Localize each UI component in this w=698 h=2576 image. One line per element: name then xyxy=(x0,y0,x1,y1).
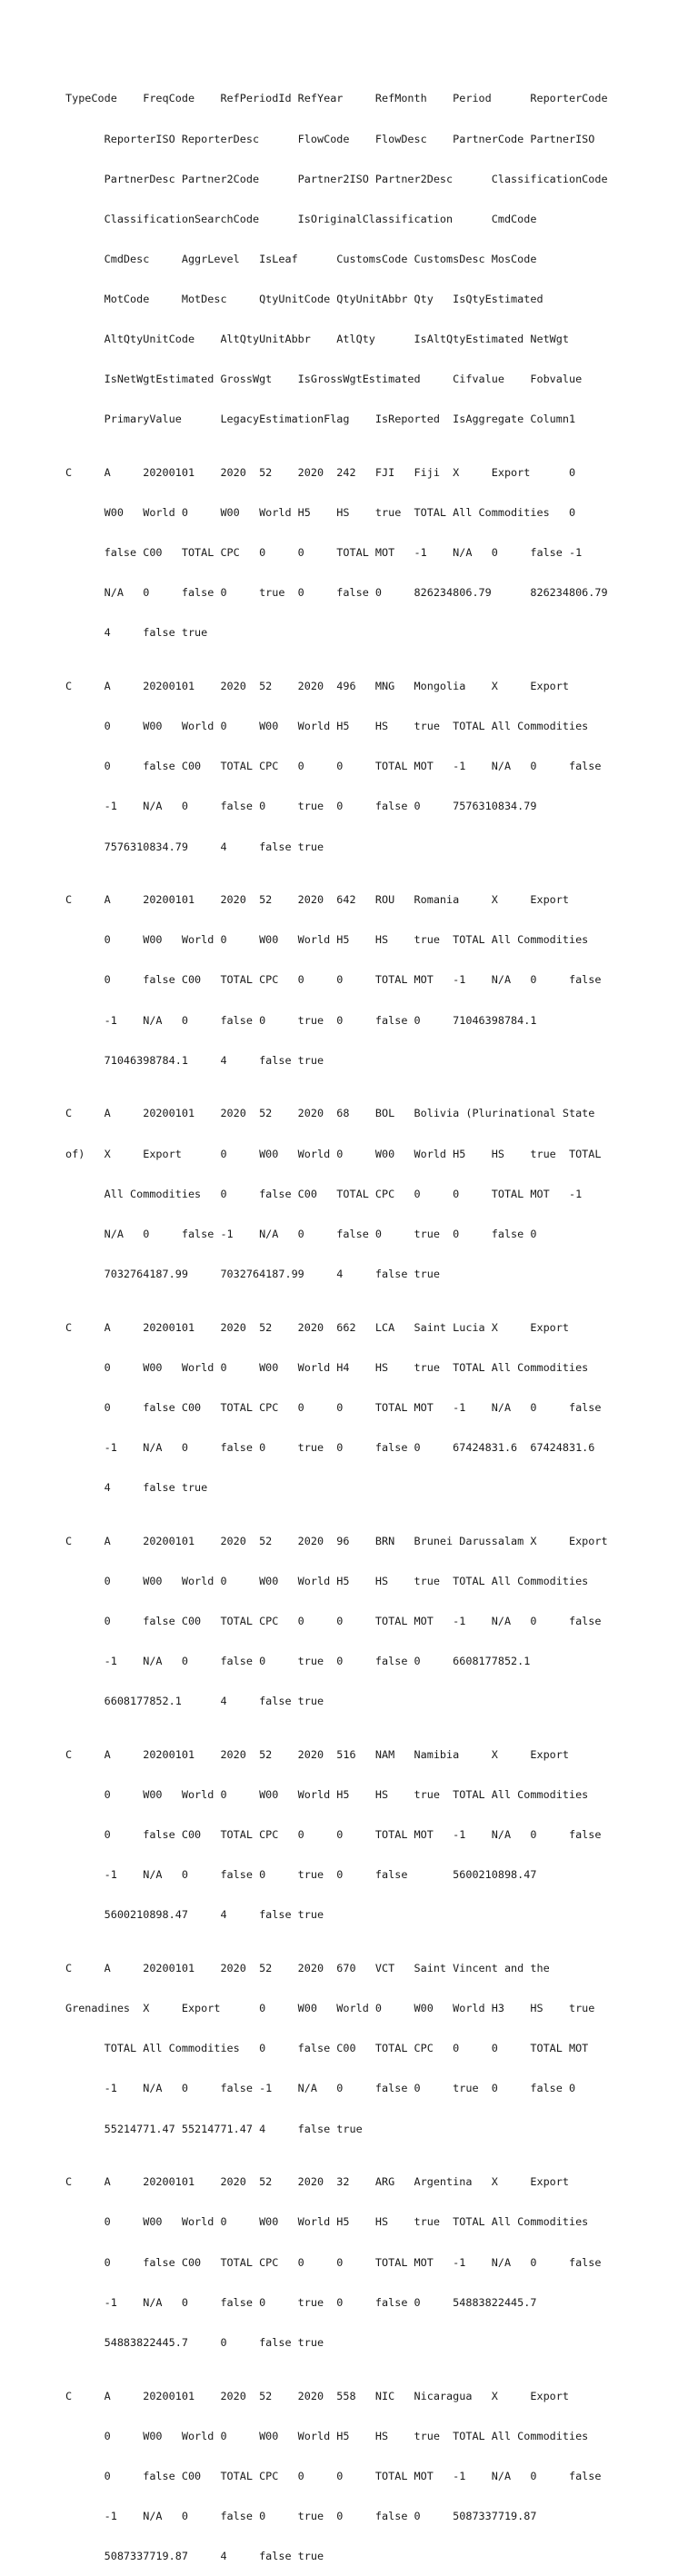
record-line: 0 W00 World 0 W00 World H5 HS true TOTAL All Commodities xyxy=(65,933,589,947)
record-line: 4 false true xyxy=(65,1481,208,1495)
header-line: TypeCode FreqCode RefPeriodId RefYear RefMonth Period ReporterCode xyxy=(65,92,608,105)
record-line: 0 false C00 TOTAL CPC 0 0 TOTAL MOT -1 N/A 0 false xyxy=(65,760,602,773)
record-line: C A 20200101 2020 52 2020 32 ARG Argentina X Export xyxy=(65,2175,569,2189)
record-line: 0 false C00 TOTAL CPC 0 0 TOTAL MOT -1 N/A 0 false xyxy=(65,1828,602,1842)
record-line: C A 20200101 2020 52 2020 662 LCA Saint Lucia X Export xyxy=(65,1320,569,1334)
header-line: CmdDesc AggrLevel IsLeaf CustomsCode CustomsDesc MosCode xyxy=(65,252,537,265)
record-line: All Commodities 0 false C00 TOTAL CPC 0 0 TOTAL MOT -1 xyxy=(65,1187,583,1200)
record-line: 0 false C00 TOTAL CPC 0 0 TOTAL MOT -1 N/A 0 false xyxy=(65,973,602,987)
record-line: 0 false C00 TOTAL CPC 0 0 TOTAL MOT -1 N/A 0 false xyxy=(65,2469,602,2482)
record-line: N/A 0 false 0 true 0 false 0 826234806.79 826234806.79 xyxy=(65,586,608,600)
record-line: -1 N/A 0 false 0 true 0 false 0 5087337719.87 xyxy=(65,2509,537,2522)
record-line: 5087337719.87 4 false true xyxy=(65,2549,324,2562)
record-line: C A 20200101 2020 52 2020 642 ROU Romania X Export xyxy=(65,893,569,907)
record-line: 0 false C00 TOTAL CPC 0 0 TOTAL MOT -1 N/A 0 false xyxy=(65,1615,602,1627)
record-line: 0 false C00 TOTAL CPC 0 0 TOTAL MOT -1 N/A 0 false xyxy=(65,2255,602,2269)
record-line: 0 W00 World 0 W00 World H5 HS true TOTAL All Commodities xyxy=(65,1574,589,1587)
record-line: -1 N/A 0 false 0 true 0 false 0 67424831.6 67424831.6 xyxy=(65,1440,595,1454)
document-body xyxy=(65,65,665,2576)
record-line: 0 W00 World 0 W00 World H4 HS true TOTAL All Commodities xyxy=(65,1360,589,1374)
header-line: IsNetWgtEstimated GrossWgt IsGrossWgtEstimated Cifvalue Fobvalue xyxy=(65,373,583,386)
record-line: -1 N/A 0 false 0 true 0 false 0 71046398784.1 xyxy=(65,1013,537,1027)
record-line: C A 20200101 2020 52 2020 68 BOL Bolivia (Plurinational State xyxy=(65,1107,595,1120)
record-line: -1 N/A 0 false -1 N/A 0 false 0 true 0 false 0 xyxy=(65,2082,576,2095)
record-line: W00 World 0 W00 World H5 HS true TOTAL All Commodities 0 xyxy=(65,506,576,520)
record-line: C A 20200101 2020 52 2020 242 FJI Fiji X Export 0 xyxy=(65,465,576,479)
record-line: 6608177852.1 4 false true xyxy=(65,1695,324,1708)
record-line: C A 20200101 2020 52 2020 670 VCT Saint Vincent and the xyxy=(65,1962,550,1975)
header-line: ReporterISO ReporterDesc FlowCode FlowDesc PartnerCode PartnerISO xyxy=(65,132,595,145)
record-line: 4 false true xyxy=(65,626,208,640)
record-line: 0 W00 World 0 W00 World H5 HS true TOTAL All Commodities xyxy=(65,1788,589,1802)
record-line: of) X Export 0 W00 World 0 W00 World H5 HS true TOTAL xyxy=(65,1147,602,1160)
record-line: 0 W00 World 0 W00 World H5 HS true TOTAL All Commodities xyxy=(65,2215,589,2229)
record-line: -1 N/A 0 false 0 true 0 false 0 6608177852.1 xyxy=(65,1655,531,1668)
header-line: AltQtyUnitCode AltQtyUnitAbbr AtlQty IsAltQtyEstimated NetWgt xyxy=(65,332,569,345)
header-line: MotCode MotDesc QtyUnitCode QtyUnitAbbr Qty IsQtyEstimated xyxy=(65,292,543,305)
record-line: 5600210898.47 4 false true xyxy=(65,1908,324,1922)
record-line: -1 N/A 0 false 0 true 0 false 5600210898.47 xyxy=(65,1868,537,1882)
record-line: C A 20200101 2020 52 2020 516 NAM Namibia X Export xyxy=(65,1747,569,1761)
header-line: PrimaryValue LegacyEstimationFlag IsReported IsAggregate Column1 xyxy=(65,413,576,426)
record-line: C A 20200101 2020 52 2020 558 NIC Nicaragua X Export xyxy=(65,2389,569,2402)
record-line: 7032764187.99 7032764187.99 4 false true xyxy=(65,1267,440,1280)
record-line: N/A 0 false -1 N/A 0 false 0 true 0 false 0 xyxy=(65,1227,537,1240)
record-line: TOTAL All Commodities 0 false C00 TOTAL CPC 0 0 TOTAL MOT xyxy=(65,2042,589,2055)
record-line: 0 false C00 TOTAL CPC 0 0 TOTAL MOT -1 N/A 0 false xyxy=(65,1400,602,1414)
record-line: Grenadines X Export 0 W00 World 0 W00 World H3 HS true xyxy=(65,2002,595,2015)
record-line: C A 20200101 2020 52 2020 496 MNG Mongolia X Export xyxy=(65,680,569,693)
header-line: ClassificationSearchCode IsOriginalClassification CmdCode xyxy=(65,212,537,225)
record-line: false C00 TOTAL CPC 0 0 TOTAL MOT -1 N/A 0 false -1 xyxy=(65,546,583,560)
record-line: 55214771.47 55214771.47 4 false true xyxy=(65,2122,363,2135)
header-line: PartnerDesc Partner2Code Partner2ISO Partner2Desc ClassificationCode xyxy=(65,172,608,185)
record-line: 71046398784.1 4 false true xyxy=(65,1053,324,1067)
record-line: -1 N/A 0 false 0 true 0 false 0 7576310834.79 xyxy=(65,800,537,813)
record-line: 0 W00 World 0 W00 World H5 HS true TOTAL All Commodities xyxy=(65,720,589,733)
record-line: C A 20200101 2020 52 2020 96 BRN Brunei Darussalam X Export xyxy=(65,1534,608,1547)
record-line: 54883822445.7 0 false true xyxy=(65,2335,324,2349)
record-line: 0 W00 World 0 W00 World H5 HS true TOTAL All Commodities xyxy=(65,2429,589,2442)
record-line: 7576310834.79 4 false true xyxy=(65,840,324,853)
record-line: -1 N/A 0 false 0 true 0 false 0 54883822445.7 xyxy=(65,2295,537,2309)
